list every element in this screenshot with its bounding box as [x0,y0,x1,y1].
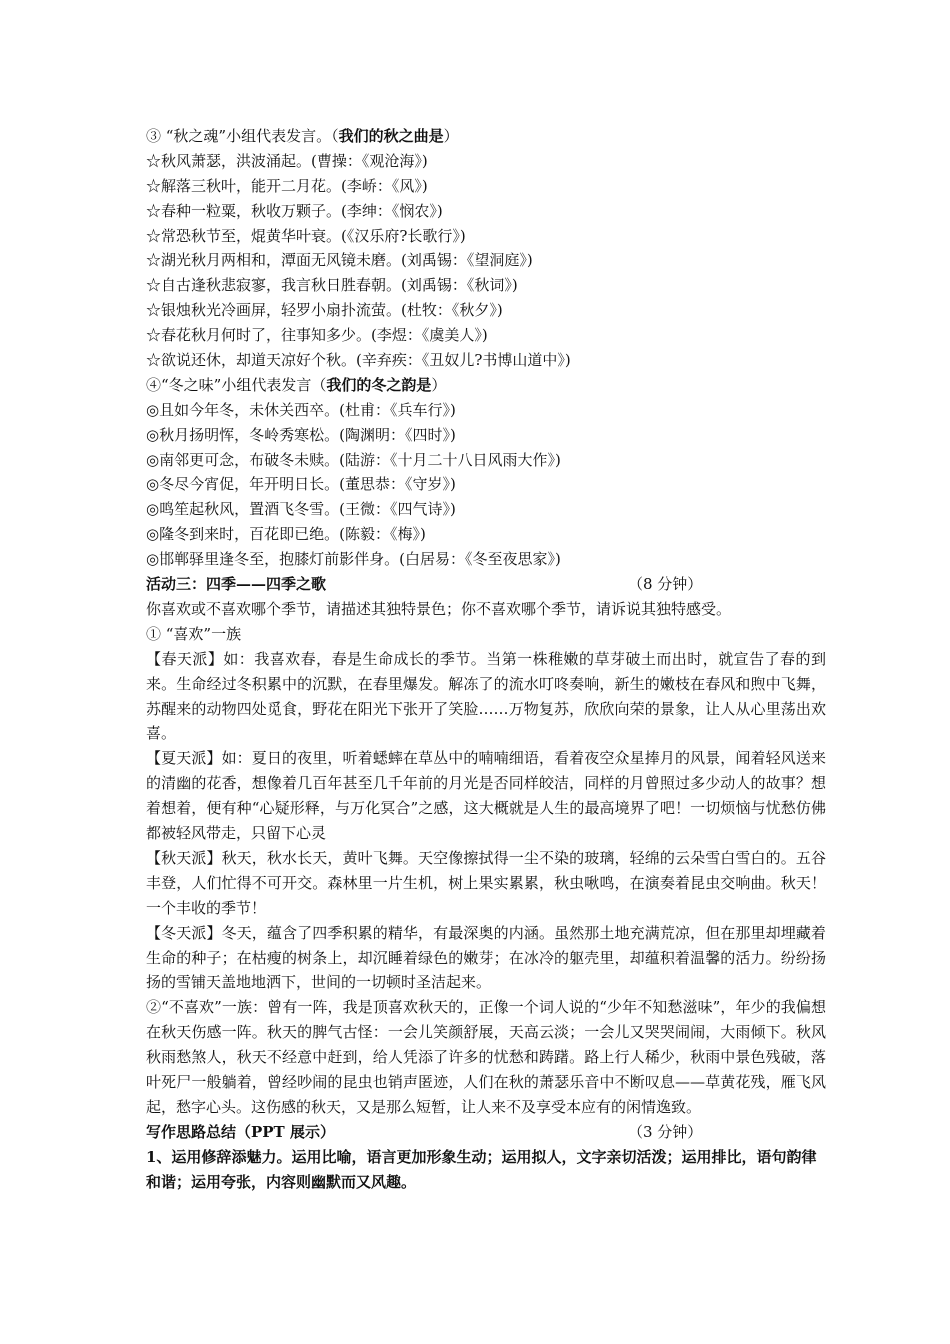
winter-group-heading: ④“冬之味”小组代表发言（我们的冬之韵是） [146,375,447,394]
autumn-poem-line: ☆春种一粒粟，秋收万颗子。(李绅：《悯农》) [146,201,443,220]
autumn-poem-line: ☆自古逢秋悲寂寥，我言秋日胜春朝。(刘禹锡：《秋词》) [146,276,518,295]
summary-heading [146,1120,826,1145]
winter-poem-line: ◎鸣笙起秋风，置酒飞冬雪。(王微：《四气诗》) [146,500,456,519]
activity3-intro: 你喜欢或不喜欢哪个季节，请描述其独特景色；你不喜欢哪个季节，请诉说其独特感受。 [146,599,732,618]
winter-poem-line: ◎隆冬到来时，百花即已绝。(陈毅：《梅》) [146,525,426,544]
autumn-group-heading: ③ “秋之魂”小组代表发言。（我们的秋之曲是） [146,127,459,145]
summary-point-1: 1、运用修辞添魅力。运用比喻，语言更加形象生动；运用拟人，文字亲切活泼；运用排比，语句韵律和谐；运用夸张，内容则幽默而又风趣。 [146,1147,817,1191]
autumn-paragraph: 【秋天派】秋天，秋水长天，黄叶飞舞。天空像擦拭得一尘不染的玻璃，轻绵的云朵雪白雪白的。五谷丰登，人们忙得不可开交。森林里一片生机，树上果实累累，秋虫啾鸣，在演奏着昆虫交响曲。秋天！一个丰收的季节！ [146,848,826,917]
winter-poem-line: ◎冬尽今宵促，年开明日长。(董思恭：《守岁》) [146,475,456,494]
like-group-heading: ① “喜欢”一族 [146,624,242,643]
winter-poem-line: ◎南邻更可念，布破冬未赎。(陆游：《十月二十八日风雨大作》) [146,450,561,469]
activity3-title: 活动三：四季——四季之歌 [146,575,327,594]
winter-poem-line: ◎邯郸驿里逢冬至，抱膝灯前影伴身。(白居易：《冬至夜思家》) [146,550,561,569]
spring-paragraph: 【春天派】如：我喜欢春，春是生命成长的季节。当第一株稚嫩的草芽破土而出时，就宣告了春的到来。生命经过冬积累中的沉默，在春里爆发。解冻了的流水叮咚奏响，新生的嫩枝在春风和煦中飞舞，苏醒来的动物四处觅食，野花在阳光下张开了笑脸……万物复苏，欣欣向荣的景象，让人从心里荡出欢喜。 [146,649,826,743]
autumn-poem-line: ☆解落三秋叶，能开二月花。(李峤：《风》) [146,176,428,195]
autumn-poem-line: ☆欲说还休，却道天凉好个秋。(辛弃疾：《丑奴儿?书博山道中》) [146,351,571,370]
winter-poem-line: ◎秋月扬明恽，冬岭秀寒松。(陶渊明：《四时》) [146,425,456,444]
autumn-poem-line: ☆湖光秋月两相和，潭面无风镜未磨。(刘禹锡：《望洞庭》) [146,251,533,270]
summary-title: 写作思路总结（PPT 展示） [146,1122,335,1141]
winter-poem-line: ◎且如今年冬，未休关西卒。(杜甫：《兵车行》) [146,400,456,419]
activity3-heading [146,572,826,597]
activity3-timer: （8 分钟） [628,575,703,594]
winter-paragraph: 【冬天派】冬天，蕴含了四季积累的精华，有最深奥的内涵。虽然那土地充满荒凉，但在那里却埋藏着生命的种子；在枯瘦的树条上，却沉睡着绿色的嫩芽；在冰冷的躯壳里，却蕴积着温馨的活力。纷纷扬扬的雪铺天盖地地洒下，世间的一切顿时圣洁起来。 [146,923,826,992]
dislike-paragraph: ②“不喜欢”一族：曾有一阵，我是顶喜欢秋天的，正像一个词人说的“少年不知愁滋味”，年少的我偏想在秋天伤感一阵。秋天的脾气古怪：一会儿笑颜舒展，天高云淡；一会儿又哭哭闹闹，大雨倾下。秋风秋雨愁煞人，秋天不经意中赶到，给人凭添了许多的忧愁和踌躇。路上行人稀少，秋雨中景色残破，落叶死尸一般躺着，曾经吵闹的昆虫也销声匿迹，人们在秋的萧瑟乐音中不断叹息——草黄花残，雁飞风起，愁字心头。这伤感的秋天，又是那么短暂，让人来不及享受本应有的闲情逸致。 [146,998,826,1117]
autumn-poem-line: ☆常恐秋节至，焜黄华叶衰。(《汉乐府?长歌行》) [146,226,466,245]
autumn-poem-line: ☆秋风萧瑟，洪波涌起。(曹操：《观沧海》) [146,151,428,170]
document-page [146,124,826,1195]
summer-paragraph: 【夏天派】如：夏日的夜里，听着蟋蟀在草丛中的喃喃细语，看着夜空众星捧月的风景，闻着轻风送来的清幽的花香，想像着几百年甚至几千年前的月光是否同样皎洁，同样的月曾照过多少动人的故事？想着想着，便有种“心疑形释，与万化冥合”之感，这大概就是人生的最高境界了吧！一切烦恼与忧愁仿佛都被轻风带走，只留下心灵 [146,749,826,843]
autumn-poem-line: ☆银烛秋光冷画屏，轻罗小扇扑流萤。(杜牧：《秋夕》) [146,301,503,320]
autumn-poem-line: ☆春花秋月何时了，往事知多少。(李煜：《虞美人》) [146,326,488,345]
summary-timer: （3 分钟） [628,1122,703,1141]
